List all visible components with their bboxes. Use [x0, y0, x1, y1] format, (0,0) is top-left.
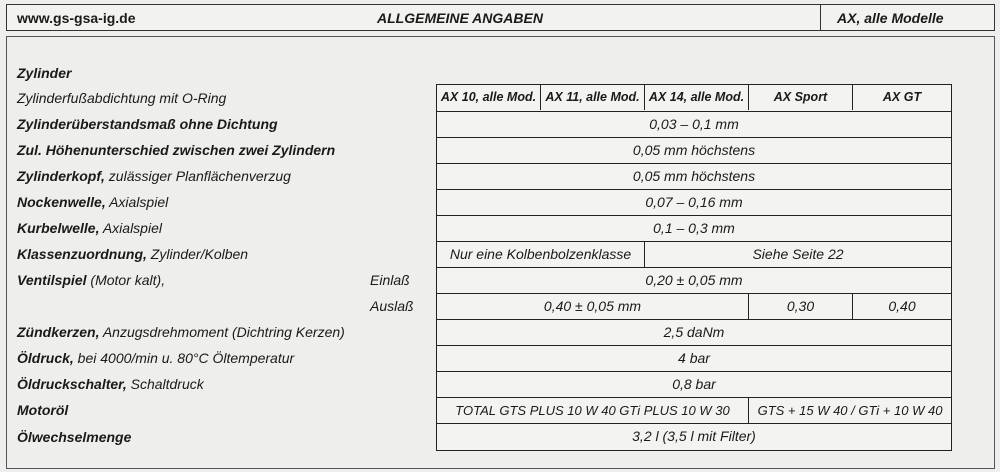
label-oeldruckschalter: Öldruckschalter, Schaltdruck [17, 376, 204, 392]
column-header-ax10: AX 10, alle Mod. [437, 85, 541, 110]
table-row [437, 163, 951, 189]
label-oeldruck: Öldruck, bei 4000/min u. 80°C Öltemperatur [17, 350, 295, 366]
value-kurbelwelle: 0,1 – 0,3 mm [653, 220, 735, 236]
label-auslass: Auslaß [370, 298, 414, 314]
value-motoroel-ax10-14: TOTAL GTS PLUS 10 W 40 GTi PLUS 10 W 30 [437, 398, 749, 423]
value-klassen-ax10-11: Nur eine Kolbenbolzenklasse [437, 242, 645, 267]
label-zuendkerzen: Zündkerzen, Anzugsdrehmoment (Dichtring Kerzen) [17, 324, 345, 340]
label-zylinderfuss: Zylinderfußabdichtung mit O-Ring [17, 90, 227, 106]
value-ueberstand: 0,03 – 0,1 mm [649, 116, 739, 132]
label-nockenwelle: Nockenwelle, Axialspiel [17, 194, 169, 210]
label-einlass: Einlaß [370, 272, 410, 288]
table-row [437, 319, 951, 345]
value-einlass: 0,20 ± 0,05 mm [645, 272, 743, 288]
label-ventilspiel: Ventilspiel (Motor kalt), [17, 272, 166, 288]
table-row [437, 267, 951, 293]
column-header-ax-sport: AX Sport [749, 85, 853, 110]
label-hoehenunterschied: Zul. Höhenunterschied zwischen zwei Zylindern [17, 142, 336, 158]
value-motoroel-sport-gt: GTS + 15 W 40 / GTi + 10 W 40 [757, 403, 943, 418]
value-auslass-ax10-14: 0,40 ± 0,05 mm [437, 294, 749, 319]
label-oelwechselmenge: Ölwechselmenge [17, 429, 132, 445]
table-row [437, 345, 951, 371]
value-oeldruck: 4 bar [678, 350, 710, 366]
column-header-ax14: AX 14, alle Mod. [645, 85, 749, 110]
column-header-ax-gt: AX GT [882, 90, 922, 104]
spec-table [436, 84, 952, 451]
table-row [437, 293, 951, 319]
table-row [437, 215, 951, 241]
value-zylinderkopf: 0,05 mm höchstens [632, 168, 756, 184]
label-zylinderkopf: Zylinderkopf, zulässiger Planflächenverzug [17, 168, 291, 184]
model-range: AX, alle Modelle [837, 10, 944, 26]
label-zylinder: Zylinder [17, 65, 72, 81]
table-row [437, 137, 951, 163]
table-row [437, 111, 951, 137]
value-hoehenunterschied: 0,05 mm höchstens [632, 142, 756, 158]
table-row [437, 189, 951, 215]
label-ueberstand: Zylinderüberstandsmaß ohne Dichtung [17, 116, 278, 132]
table-row [437, 423, 951, 449]
column-header-ax11: AX 11, alle Mod. [541, 85, 645, 110]
section-title: ALLGEMEINE ANGABEN [377, 10, 543, 26]
label-klassenzuordnung: Klassenzuordnung, Zylinder/Kolben [17, 246, 249, 262]
value-auslass-gt: 0,40 [888, 298, 916, 314]
table-row [437, 371, 951, 397]
value-oelwechselmenge: 3,2 l (3,5 l mit Filter) [632, 428, 756, 444]
value-oeldruckschalter: 0,8 bar [672, 376, 716, 392]
page-header [6, 4, 995, 31]
value-nockenwelle: 0,07 – 0,16 mm [645, 194, 743, 210]
header-divider [820, 5, 821, 30]
value-auslass-sport: 0,30 [749, 294, 853, 319]
label-motoroel: Motoröl [17, 402, 69, 418]
label-kurbelwelle: Kurbelwelle, Axialspiel [17, 220, 162, 236]
value-klassen-rest: Siehe Seite 22 [752, 246, 844, 262]
table-header-row [437, 85, 951, 111]
table-row [437, 241, 951, 267]
website-url[interactable]: www.gs-gsa-ig.de [17, 10, 136, 26]
value-zuendkerzen: 2,5 daNm [663, 324, 725, 340]
table-row [437, 397, 951, 423]
